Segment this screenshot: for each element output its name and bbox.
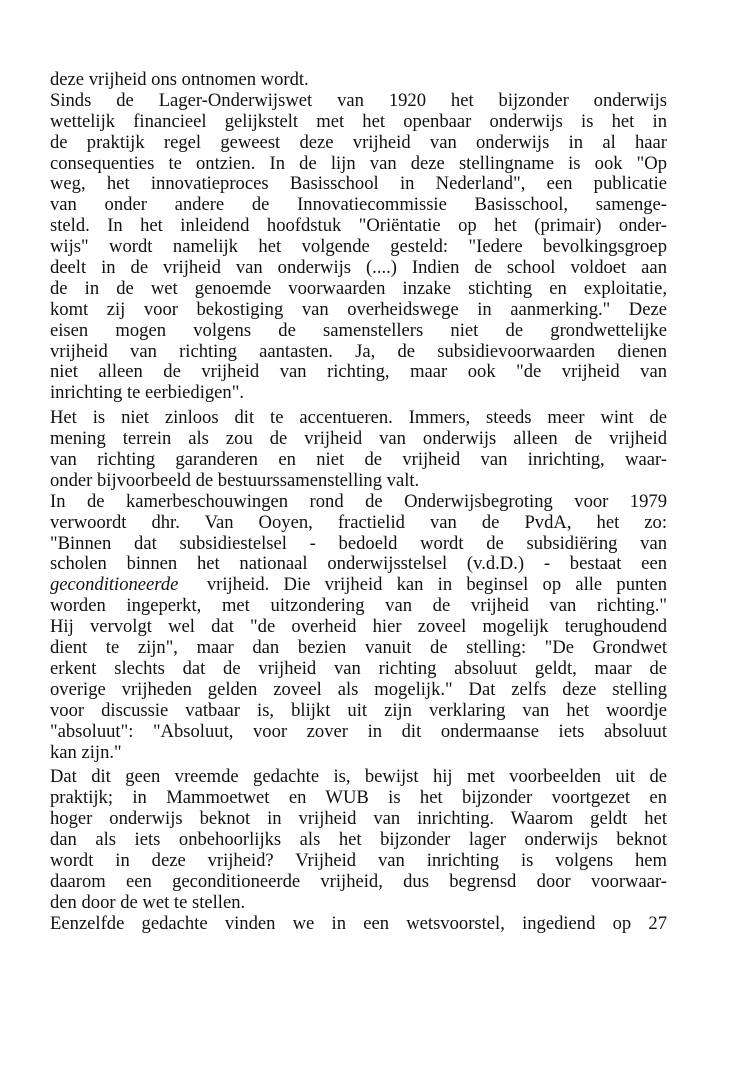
- text-line: scholen binnen het nationaal onderwijsstelsel (v.d.D.) - bestaat een: [50, 554, 667, 575]
- text-line: "absoluut": "Absoluut, voor zover in dit ondermaanse iets absoluut: [50, 721, 667, 742]
- text-line: Eenzelfde gedachte vinden we in een wetsvoorstel, ingediend op 27: [50, 913, 667, 934]
- text-line: weg, het innovatieproces Basisschool in Nederland", een publicatie: [50, 174, 667, 195]
- text-line: worden ingeperkt, met uitzondering van de vrijheid van richting.": [50, 596, 667, 617]
- text-line: eisen mogen volgens de samenstellers niet de grondwettelijke: [50, 320, 667, 341]
- text-line: voor discussie vatbaar is, blijkt uit zijn verklaring van het woordje: [50, 700, 667, 721]
- text-line: consequenties te ontzien. In de lijn van deze stellingname is ook "Op: [50, 153, 667, 174]
- text-line: daarom een geconditioneerde vrijheid, dus begrensd door voorwaar-: [50, 871, 667, 892]
- text-line: "Binnen dat subsidiestelsel - bedoeld wordt de subsidiëring van: [50, 533, 667, 554]
- paragraph: [50, 767, 667, 913]
- text-line-rest: vrijheid. Die vrijheid kan in beginsel op alle punten: [206, 575, 667, 596]
- text-line: Het is niet zinloos dit te accentueren. Immers, steeds meer wint de: [50, 408, 667, 429]
- text-line: wijs" wordt namelijk het volgende gesteld: "Iedere bevolkingsgroep: [50, 237, 667, 258]
- paragraph: [50, 408, 667, 492]
- text-line: mening terrein als zou de vrijheid van onderwijs alleen de vrijheid: [50, 429, 667, 450]
- text-line: de praktijk regel geweest deze vrijheid van onderwijs in al haar: [50, 132, 667, 153]
- text-line: komt zij voor bekostiging van overheidswege in aanmerking." Deze: [50, 299, 667, 320]
- text-line: de in de wet genoemde voorwaarden inzake stichting en exploitatie,: [50, 278, 667, 299]
- text-line: wettelijk financieel gelijkstelt met het openbaar onderwijs is het in: [50, 111, 667, 132]
- text-line: overige vrijheden gelden zoveel als mogelijk." Dat zelfs deze stelling: [50, 679, 667, 700]
- paragraph: [50, 492, 667, 764]
- text-line: praktijk; in Mammoetwet en WUB is het bijzonder voortgezet en: [50, 788, 667, 809]
- text-line: wordt in deze vrijheid? Vrijheid van inrichting is volgens hem: [50, 850, 667, 871]
- text-line: erkent slechts dat de vrijheid van richting absoluut geldt, maar de: [50, 658, 667, 679]
- text-line: deze vrijheid ons ontnomen wordt.: [50, 70, 309, 90]
- text-line: den door de wet te stellen.: [50, 892, 246, 913]
- text-line: kan zijn.": [50, 742, 122, 763]
- text-line: deelt in de vrijheid van onderwijs (....) Indien de school voldoet aan: [50, 258, 667, 279]
- text-line: van richting garanderen en niet de vrijheid van inrichting, waar-: [50, 450, 667, 471]
- text-line: Hij vervolgt wel dat "de overheid hier zoveel mogelijk terughoudend: [50, 617, 667, 638]
- text-line-with-emphasis: [50, 575, 667, 596]
- text-line: dient te zijn", maar dan bezien vanuit de stelling: "De Grondwet: [50, 638, 667, 659]
- text-line: niet alleen de vrijheid van richting, maar ook "de vrijheid van: [50, 362, 667, 383]
- text-line: dan als iets onbehoorlijks als het bijzonder lager onderwijs beknot: [50, 830, 667, 851]
- text-line: vrijheid van richting aantasten. Ja, de subsidievoorwaarden dienen: [50, 341, 667, 362]
- paragraph: [50, 914, 667, 935]
- text-line: onder bijvoorbeeld de bestuurssamenstelling valt.: [50, 470, 420, 491]
- paragraph: [50, 70, 667, 91]
- text-line: steld. In het inleidend hoofdstuk "Oriëntatie op het (primair) onder-: [50, 216, 667, 237]
- text-line: Dat dit geen vreemde gedachte is, bewijst hij met voorbeelden uit de: [50, 767, 667, 788]
- text-line: inrichting te eerbiedigen".: [50, 383, 244, 404]
- text-line: van onder andere de Innovatiecommissie Basisschool, samenge-: [50, 195, 667, 216]
- emphasized-word: geconditioneerde: [50, 575, 179, 596]
- text-line: verwoordt dhr. Van Ooyen, fractielid van de PvdA, het zo:: [50, 512, 667, 533]
- text-line: In de kamerbeschouwingen rond de Onderwijsbegroting voor 1979: [50, 491, 667, 512]
- text-line: Sinds de Lager-Onderwijswet van 1920 het bijzonder onderwijs: [50, 90, 667, 111]
- text-line: hoger onderwijs beknot in vrijheid van inrichting. Waarom geldt het: [50, 809, 667, 830]
- document-page: [50, 70, 667, 935]
- paragraph: [50, 91, 667, 404]
